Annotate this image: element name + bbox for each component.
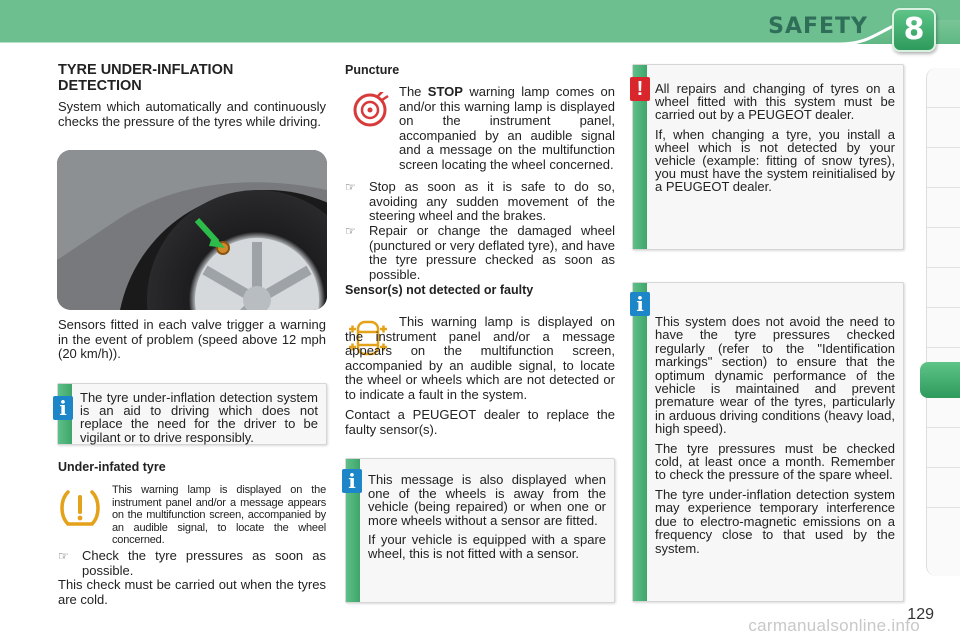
page-number: 129: [907, 606, 934, 623]
repair-bullet: [345, 224, 615, 282]
under-inflated-title: Under-infated tyre: [58, 460, 166, 474]
info-icon: i: [53, 396, 73, 420]
puncture-title: Puncture: [345, 63, 400, 77]
stop-prefix: The: [399, 84, 428, 99]
chapter-tab[interactable]: [927, 428, 960, 468]
warning-paragraph: All repairs and changing of tyres on a wheel fitted with this system must be carried out by a PEUGEOT dealer.: [655, 81, 895, 123]
hand-pointer-icon: ☞: [58, 549, 69, 563]
chapter-tab[interactable]: [927, 68, 960, 108]
info-box-driver-vigilance: [57, 383, 327, 445]
sensor-fault-text: This warning lamp is displayed on the instrument panel and/or a message appears on the multifunction screen, accompanied by an audible signal, to locate the wheel or wheels which are not detected or to indicate a fault in the system.: [345, 314, 615, 402]
stop-text: warning lamp comes on and/or this warning lamp is displayed on the instrument panel, accompanied by an audible signal and a message on the multifunction screen locating the wheel concerned.: [399, 84, 615, 172]
info-paragraph: If your vehicle is equipped with a spare wheel, this is not fitted with a sensor.: [368, 532, 606, 561]
warning-box-repairs: [632, 64, 904, 250]
info-paragraph: This message is also displayed when one of the wheels is away from the vehicle (being repaired) or when one or more wheels without a sensor are fitted.: [368, 472, 606, 528]
under-inflation-warning-icon: [58, 488, 102, 528]
contact-dealer-text: Contact a PEUGEOT dealer to replace the faulty sensor(s).: [345, 407, 615, 437]
chapter-tab[interactable]: [927, 268, 960, 308]
info-icon: i: [342, 469, 362, 493]
stop-bullet: [345, 180, 615, 224]
warning-box-body: [655, 82, 895, 200]
bullet-text: Stop as soon as it is safe to do so, avoiding any sudden movement of the steering wheel and the brakes.: [369, 179, 615, 224]
info-paragraph: The tyre pressures must be checked cold, at least once a month. Remember to check the pressure of the spare wheel.: [655, 440, 895, 483]
chapter-tab[interactable]: [927, 148, 960, 188]
info-box-text: The tyre under-inflation detection system is an aid to driving which does not replace the need for the driver to be vigilant or to drive responsibly.: [80, 390, 318, 445]
bullet-text: Check the tyre pressures as soon as possible.: [82, 548, 326, 578]
watermark: carmanualsonline.info: [748, 616, 920, 635]
info-paragraph: This system does not avoid the need to have the tyre pressures checked regularly (refer to the "Identification markings" section) to ensure that the optimum dynamic performance of the vehicle is maintained and prevent premature wear of the tyres, particularly in arduous driving conditions (heavy load, high speed).: [655, 314, 895, 437]
hand-pointer-icon: ☞: [345, 224, 356, 238]
chapter-tab[interactable]: [927, 108, 960, 148]
intro-text: System which automatically and continuously checks the pressure of the tyres while driving.: [58, 99, 326, 129]
chapter-number-badge[interactable]: 8: [892, 8, 936, 52]
check-pressure-bullet: [58, 549, 326, 578]
box-strip: [633, 283, 647, 601]
info-icon: i: [630, 292, 650, 316]
warning-icon: !: [630, 77, 650, 101]
cold-tyres-note: This check must be carried out when the tyres are cold.: [58, 577, 326, 607]
info-box-wheel-away: [345, 458, 615, 603]
info-paragraph: The tyre under-inflation detection system may experience temporary interference due to electro-magnetic emissions on a frequency close to that used by the system.: [655, 486, 895, 556]
chapter-tabs: [926, 68, 960, 576]
chapter-tab[interactable]: [927, 228, 960, 268]
bullet-text: Repair or change the damaged wheel (punctured or very deflated tyre), and have the tyre pressure checked as soon as possible.: [369, 223, 615, 282]
sensors-text: Sensors fitted in each valve trigger a warning in the event of problem (speed above 12 mph (20 km/h)).: [58, 317, 326, 362]
info-box-body: [655, 315, 895, 561]
chapter-tab[interactable]: [927, 188, 960, 228]
info-box-body: [368, 473, 606, 566]
puncture-warning-icon: [350, 92, 390, 128]
info-box-pressure-checks: [632, 282, 904, 602]
chapter-tab-active[interactable]: [920, 362, 960, 398]
section-title: SAFETY: [768, 14, 868, 39]
section-heading: TYRE UNDER-INFLATION DETECTION: [58, 62, 234, 94]
stop-lamp-text: [399, 85, 615, 173]
hand-pointer-icon: ☞: [345, 180, 356, 194]
chapter-tab[interactable]: [927, 308, 960, 348]
under-inflated-text: This warning lamp is displayed on the instrument panel and/or a message appears on the multifunction screen, accompanied by an audible signal, to locate the wheel concerned.: [112, 484, 326, 547]
tyre-valve-photo: [57, 150, 327, 310]
stop-word: STOP: [427, 84, 463, 99]
warning-paragraph: If, when changing a tyre, you install a wheel which is not detected by your vehicle (example: fitting of snow tyres), you must have the system reinitialised by a PEUGEOT dealer.: [655, 126, 895, 195]
chapter-tab[interactable]: [927, 468, 960, 508]
sensor-fault-title: Sensor(s) not detected or faulty: [345, 283, 534, 297]
